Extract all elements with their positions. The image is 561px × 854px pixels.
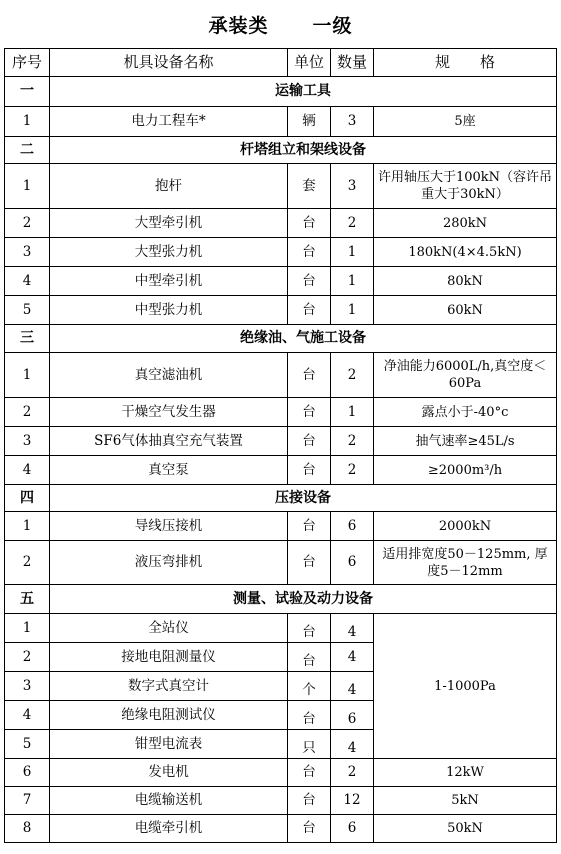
row-qty: 1: [331, 238, 374, 267]
section-no: 三: [5, 325, 50, 353]
section-row: [5, 137, 557, 164]
section-title: 运输工具: [50, 77, 557, 107]
row-no: 4: [5, 267, 50, 296]
row-name: 全站仪: [50, 614, 288, 643]
table-row: [5, 209, 557, 238]
row-name: 中型牵引机: [50, 267, 288, 296]
row-name: 电力工程车*: [50, 107, 288, 137]
row-no: 1: [5, 107, 50, 137]
header-unit: 单位: [288, 49, 331, 77]
row-qty: 6: [331, 815, 374, 843]
row-no: 6: [5, 759, 50, 787]
row-name: 真空泵: [50, 456, 288, 485]
section-row: [5, 585, 557, 614]
row-no: 3: [5, 427, 50, 456]
row-unit: 台: [288, 398, 331, 427]
table-row: [5, 456, 557, 485]
row-qty: 2: [331, 456, 374, 485]
row-name: 数字式真空计: [50, 672, 288, 701]
table-row: [5, 238, 557, 267]
title-category: 承装类: [208, 14, 269, 37]
row-spec: 80kN: [374, 267, 557, 296]
table-row: [5, 267, 557, 296]
row-unit: 只: [288, 730, 331, 759]
row-spec: 280kN: [374, 209, 557, 238]
row-spec: 许用轴压大于100kN（容许吊重大于30kN）: [374, 164, 557, 209]
row-name: 电缆输送机: [50, 787, 288, 815]
row-spec: 5座: [374, 107, 557, 137]
row-unit: 台: [288, 353, 331, 398]
row-name: 中型张力机: [50, 296, 288, 325]
row-qty: 6: [331, 512, 374, 541]
row-no: 4: [5, 456, 50, 485]
row-name: 抱杆: [50, 164, 288, 209]
row-qty: 1: [331, 296, 374, 325]
section-row: [5, 325, 557, 353]
header-qty: 数量: [331, 49, 374, 77]
row-unit: 辆: [288, 107, 331, 137]
table-row: [5, 398, 557, 427]
row-qty: 12: [331, 787, 374, 815]
section-no: 二: [5, 137, 50, 164]
table-row: [5, 614, 557, 643]
row-spec: 露点小于-40°c: [374, 398, 557, 427]
row-spec: 2000kN: [374, 512, 557, 541]
row-no: 2: [5, 643, 50, 672]
row-spec: 50kN: [374, 815, 557, 843]
row-spec: 抽气速率≥45L/s: [374, 427, 557, 456]
row-no: 1: [5, 512, 50, 541]
table-row: [5, 427, 557, 456]
table-header-row: [5, 49, 557, 77]
row-no: 1: [5, 353, 50, 398]
row-spec: 60kN: [374, 296, 557, 325]
row-qty: 2: [331, 353, 374, 398]
section-no: 四: [5, 485, 50, 512]
row-no: 2: [5, 209, 50, 238]
row-unit: 台: [288, 643, 331, 672]
row-qty: 4: [331, 672, 374, 701]
row-spec: 5kN: [374, 787, 557, 815]
row-unit: 台: [288, 296, 331, 325]
row-unit: 台: [288, 787, 331, 815]
row-unit: 台: [288, 267, 331, 296]
section-title: 杆塔组立和架线设备: [50, 137, 557, 164]
row-spec: 12kW: [374, 759, 557, 787]
row-no: 2: [5, 398, 50, 427]
row-no: 2: [5, 541, 50, 585]
row-spec: 180kN(4×4.5kN): [374, 238, 557, 267]
row-spec: 1-1000Pa: [374, 614, 557, 759]
row-qty: 1: [331, 398, 374, 427]
row-no: 1: [5, 164, 50, 209]
row-qty: 1: [331, 267, 374, 296]
row-name: 导线压接机: [50, 512, 288, 541]
row-no: 3: [5, 672, 50, 701]
row-unit: 台: [288, 815, 331, 843]
row-unit: 台: [288, 541, 331, 585]
table-row: [5, 815, 557, 843]
row-qty: 2: [331, 427, 374, 456]
row-name: SF6气体抽真空充气装置: [50, 427, 288, 456]
section-no: 一: [5, 77, 50, 107]
row-unit: 个: [288, 672, 331, 701]
row-name: 液压弯排机: [50, 541, 288, 585]
row-no: 4: [5, 701, 50, 730]
header-no: 序号: [5, 49, 50, 77]
section-no: 五: [5, 585, 50, 614]
row-qty: 2: [331, 209, 374, 238]
table-row: [5, 107, 557, 137]
row-no: 5: [5, 296, 50, 325]
row-unit: 台: [288, 456, 331, 485]
row-qty: 6: [331, 541, 374, 585]
row-no: 8: [5, 815, 50, 843]
document-title: [0, 0, 561, 48]
table-row: [5, 353, 557, 398]
table-row: [5, 759, 557, 787]
table-row: [5, 164, 557, 209]
row-name: 真空滤油机: [50, 353, 288, 398]
row-qty: 4: [331, 614, 374, 643]
row-name: 接地电阻测量仪: [50, 643, 288, 672]
section-row: [5, 485, 557, 512]
row-unit: 台: [288, 759, 331, 787]
row-name: 大型张力机: [50, 238, 288, 267]
row-name: 大型牵引机: [50, 209, 288, 238]
row-unit: 台: [288, 614, 331, 643]
row-unit: 台: [288, 209, 331, 238]
row-name: 电缆牵引机: [50, 815, 288, 843]
row-unit: 套: [288, 164, 331, 209]
row-qty: 3: [331, 164, 374, 209]
equipment-table: [4, 48, 557, 843]
section-title: 绝缘油、气施工设备: [50, 325, 557, 353]
row-unit: 台: [288, 701, 331, 730]
title-grade: 一级: [312, 14, 353, 37]
row-unit: 台: [288, 427, 331, 456]
row-no: 1: [5, 614, 50, 643]
row-no: 7: [5, 787, 50, 815]
section-title: 测量、试验及动力设备: [50, 585, 557, 614]
section-row: [5, 77, 557, 107]
row-unit: 台: [288, 238, 331, 267]
row-name: 发电机: [50, 759, 288, 787]
row-qty: 4: [331, 730, 374, 759]
table-row: [5, 541, 557, 585]
row-name: 钳型电流表: [50, 730, 288, 759]
row-name: 干燥空气发生器: [50, 398, 288, 427]
row-no: 5: [5, 730, 50, 759]
row-spec: 净油能力6000L/h,真空度＜60Pa: [374, 353, 557, 398]
table-row: [5, 787, 557, 815]
header-name: 机具设备名称: [50, 49, 288, 77]
table-row: [5, 512, 557, 541]
header-spec: 规 格: [374, 49, 557, 77]
row-unit: 台: [288, 512, 331, 541]
row-no: 3: [5, 238, 50, 267]
row-spec: 适用排宽度50－125mm, 厚度5－12mm: [374, 541, 557, 585]
row-spec: ≥2000m³/h: [374, 456, 557, 485]
row-qty: 6: [331, 701, 374, 730]
row-qty: 3: [331, 107, 374, 137]
row-name: 绝缘电阻测试仪: [50, 701, 288, 730]
section-title: 压接设备: [50, 485, 557, 512]
row-qty: 4: [331, 643, 374, 672]
row-qty: 2: [331, 759, 374, 787]
table-row: [5, 296, 557, 325]
